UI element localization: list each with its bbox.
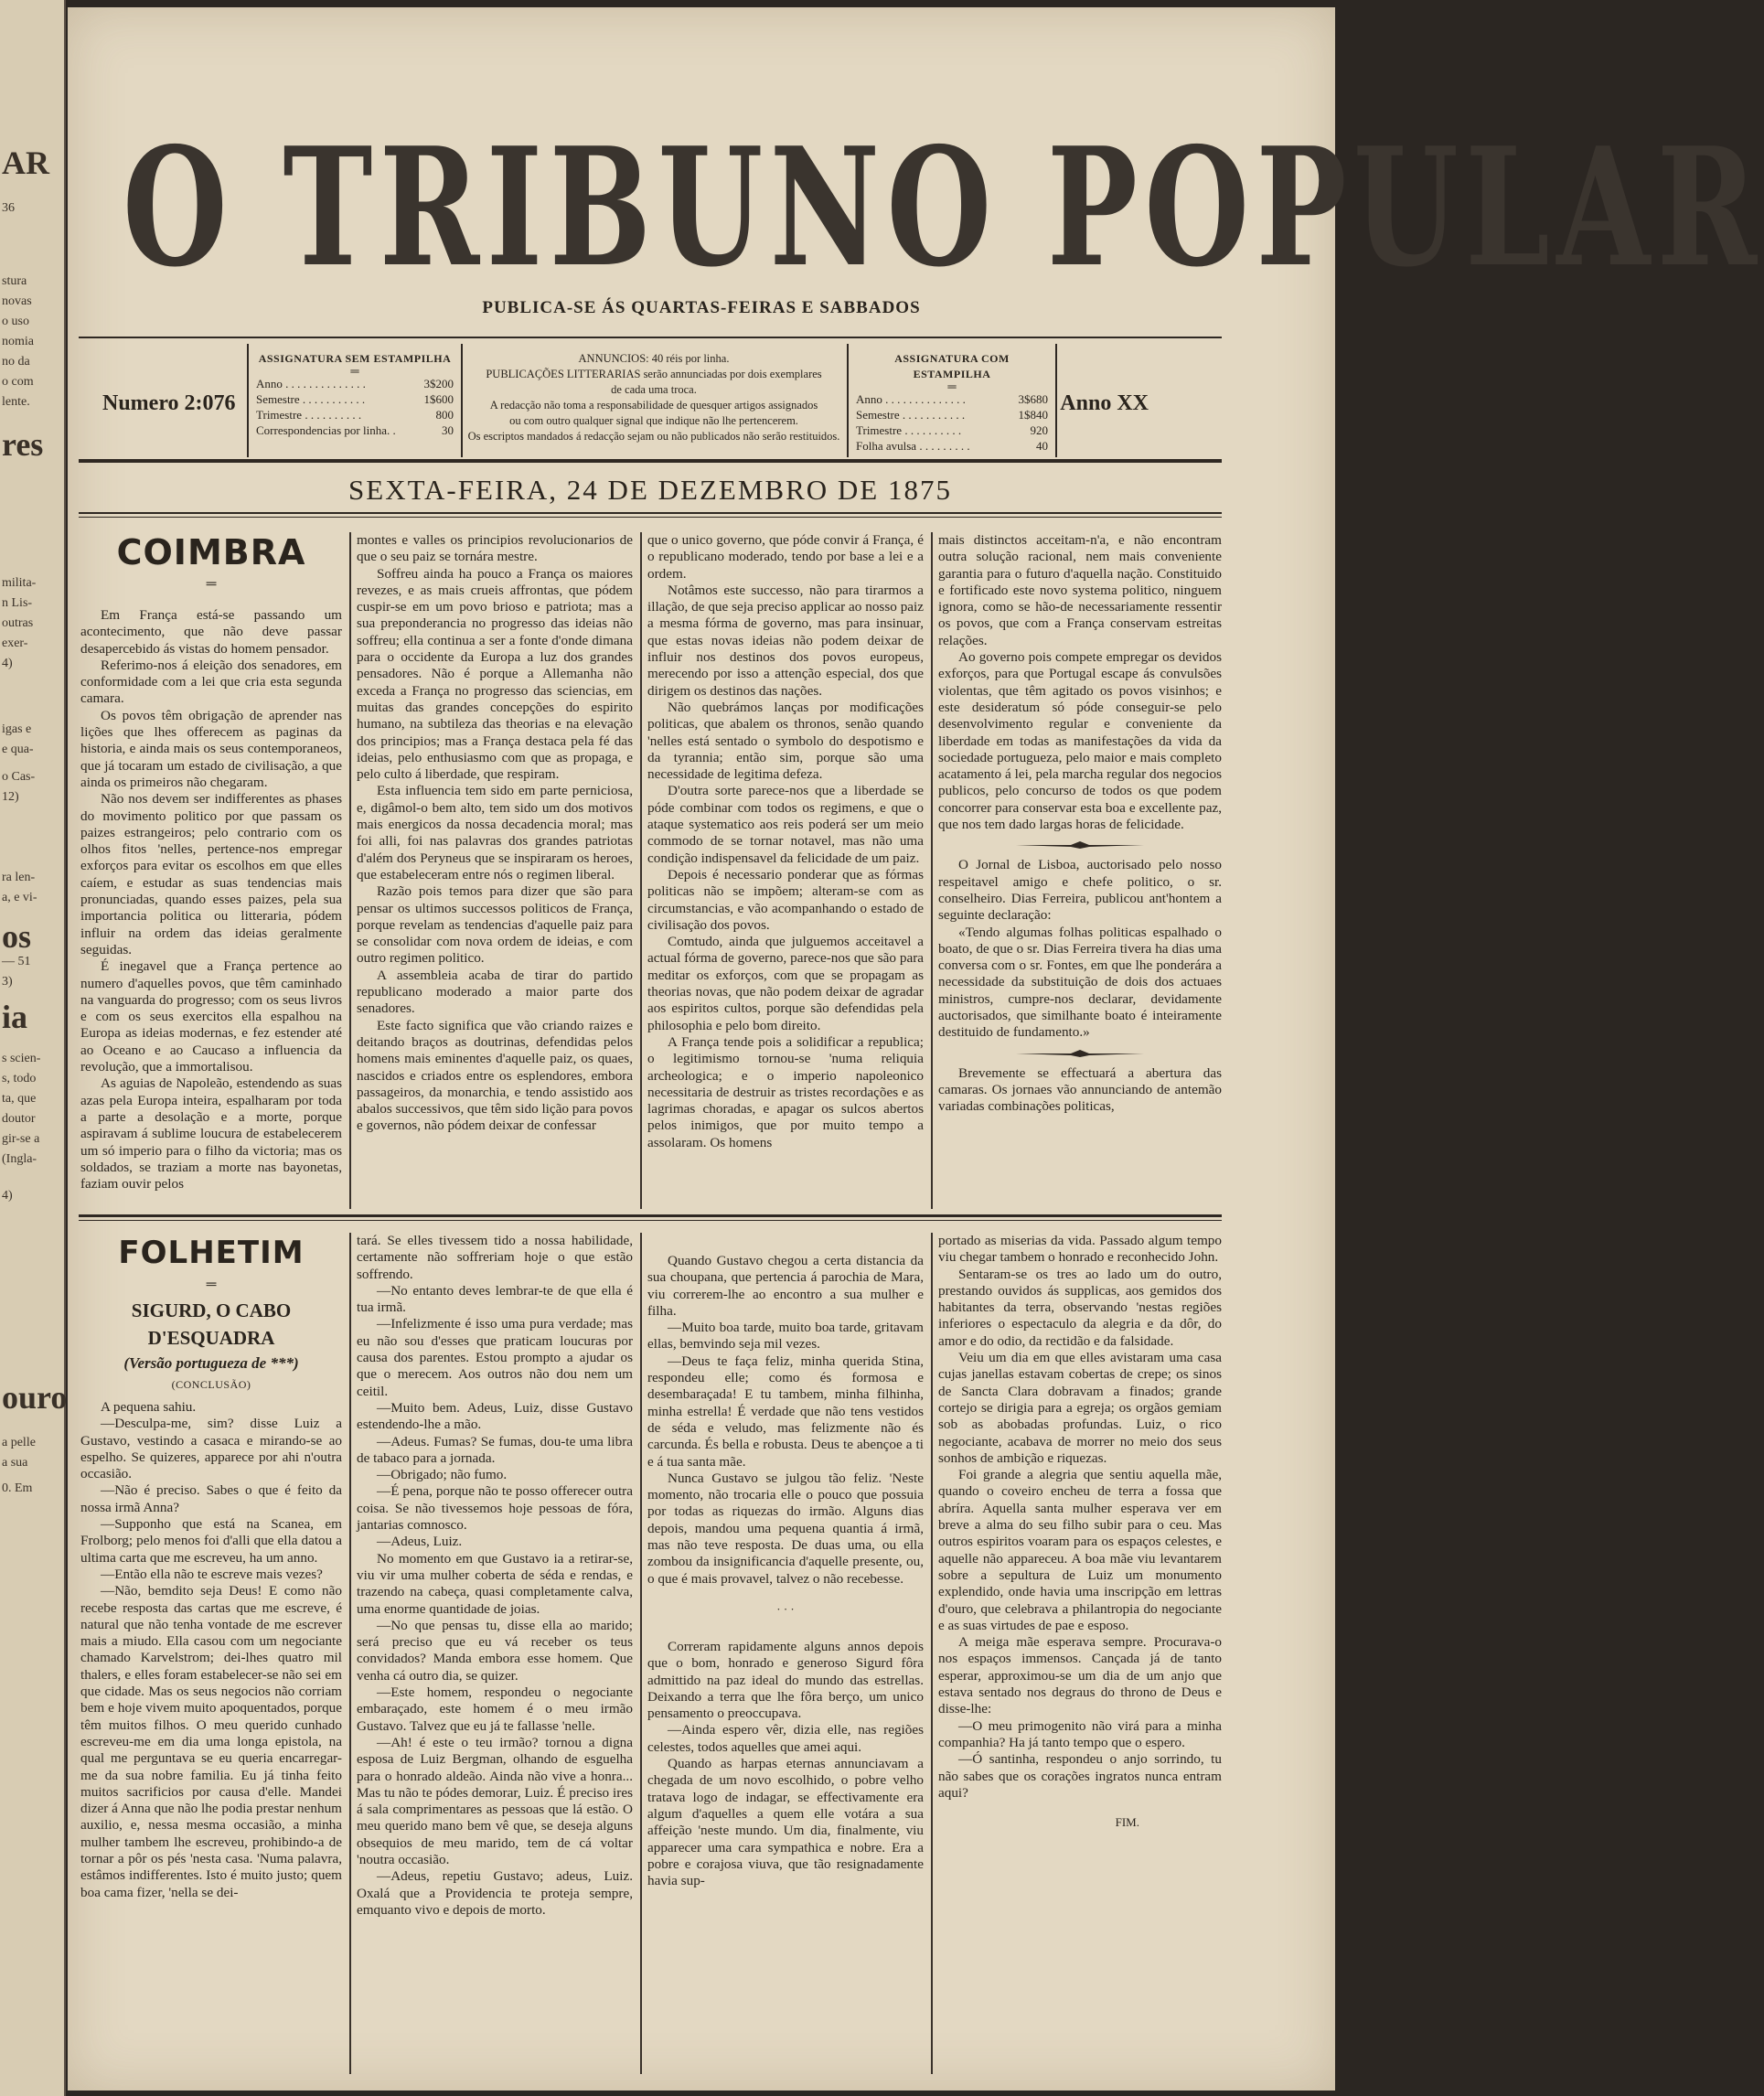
rule [79,337,1222,338]
adjacent-page-text: exer- [2,636,28,650]
paragraph: —Ah! é este o teu irmão? tornou a digna esposa de Luiz Bergman, olhando de esguelha para o honrado aldeão. Ainda não vive a honra... Mas tu não te pódes demorar, Luiz. É preciso ires á sala comprimentares as pessoas que lá estão. O meu querido mano bem vê que, se deseja alguns obsequios de meu marido, tem de cá voltar 'noutra occasião. [357,1734,633,1867]
coimbra-title: COIMBRA [116,532,306,572]
ornament-divider [1016,840,1144,850]
paragraph: portado as miserias da vida. Passado algum tempo viu chegar tambem o honrado e reconhecido John. [938,1233,1222,1266]
subscription-no-stamp: ASSIGNATURA SEM ESTAMPILHA ═ Anno . . . . . . . . . . . . . . 3$200 Semestre . . . . . . . . . . . 1$600 Trimestre . . . . . . . . . . 800 Correspondencias por linha. . 30 [256,352,454,437]
price-label: Anno . . . . . . . . . . . . . . [256,377,366,390]
paragraph: —O meu primogenito não virá para a minha companhia? Ha já tanto tempo que o espero. [938,1717,1222,1750]
paragraph: —Adeus, repetiu Gustavo; adeus, Luiz. Oxalá que a Providencia te proteja sempre, emquanto vivo e depois de morto. [357,1868,633,1918]
paragraph: —Ó santinha, respondeu o anjo sorrindo, tu não sabes que os corações ingratos nunca entram aqui? [938,1751,1222,1801]
adjacent-page-text: a pelle [2,1436,36,1449]
divider [1055,344,1057,457]
paragraph: Depois é necessario ponderar que as fórmas politicas não se impõem; alteram-se com as circumstancias, e vão acompanhando o estado de civilisação dos povos. [647,866,924,933]
adjacent-page-text: 4) [2,1189,13,1203]
paragraph: «Tendo algumas folhas politicas espalhado o boato, de que o sr. Dias Ferreira tivera ha dias uma conversa com o sr. Fontes, em que lhe ponderára a necessidade da substituição de dois dos actuaes ministros, cumpre-nos declarar, devidamente auctorisados, que similhante boato é inteiramente destituido de fundamento.» [938,924,1222,1041]
paragraph: —Adeus, Luiz. [377,1534,463,1550]
price-label: Correspondencias por linha. . [256,423,396,437]
adjacent-page-text: stura [2,274,27,288]
rule [79,1220,1222,1221]
paragraph: —No entanto deves lembrar-te de que ella é tua irmã. [357,1282,633,1316]
story-subtitle: (Versão portugueza de ***) [123,1354,299,1372]
adjacent-page-text: o Cas- [2,770,36,784]
adjacent-page-text: nomia [2,335,34,348]
price-value: 3$200 [423,377,454,390]
folhetim-column-3 [647,1253,924,2076]
adjacent-page-text: os [2,918,32,955]
paragraph: —Desculpa-me, sim? disse Luiz a Gustavo, vestindo a casaca e mirando-se ao espelho. Se quizeres, apparece por ahi n'outra occasião. [80,1416,342,1482]
price-row [856,438,1048,454]
adjacent-page-text: 0. Em [2,1481,33,1495]
adjacent-page-text: e qua- [2,743,34,756]
ann-line: PUBLICAÇÕES LITTERARIAS serão annunciadas por dois exemplares [486,368,822,380]
adjacent-page-text: o uso [2,315,29,328]
adjacent-page-text: s scien- [2,1052,41,1065]
paragraph: É inegavel que a França pertence ao numero d'aquelles povos, que têm caminhado na vanguarda do progresso; com os seus livros e com os seus exercitos ella espalhou na Europa as ideias modernas, e fez estender até ao Oceano e ao Caucaso a influencia da revolução, que a immortalisou. [80,958,342,1075]
paragraph: A França tende pois a solidificar a republica; o legitimismo tornou-se 'numa reliquia archeologica; e o imperio napoleonico necessitaria de destruir as tristes recordações e as lagrimas choradas, e apagar os sulcos abertos pelos inimigos, que por muito tempo a assolaram. Os homens [647,1033,924,1150]
paragraph: Esta influencia tem sido em parte perniciosa, e, digâmol-o bem alto, tem sido um dos motivos mais energicos da nossa decadencia moral; mas foi alli, foi nas palavras dos grandes patriotas d'além dos Peryneus que se inspiraram os heroes, que estabeleceram entre nós o regimen liberal. [357,783,633,882]
paragraph: Foi grande a alegria que sentiu aquella mãe, quando o coveiro encheu de terra a fossa que abríra. Aquella santa mulher esperava ver em breve a alma do seu filho subir para o ceu. Mas outros espiritos voaram para os espaços celestes, e aquelle não appareceu. A boa mãe viu levantarem sobre a sepultura de Luiz um monumento explendido, onde havia uma inscripção em lettras d'ouro, que celebrava a philantropia do negociante e as suas virtudes de pae e esposo. [938,1467,1222,1633]
subscription-header: ASSIGNATURA SEM ESTAMPILHA [258,352,452,365]
adjacent-page-text: doutor [2,1112,36,1126]
adjacent-page-text: n Lis- [2,596,33,610]
adjacent-page-edge [0,0,66,2096]
paragraph: —Muito bem. Adeus, Luiz, disse Gustavo estendendo-lhe a mão. [357,1399,633,1433]
paragraph: —Não, bemdito seja Deus! E como não recebe resposta das cartas que me escreve, é natural que não tenha vontade de me escrever mais a miudo. Ella casou com um negociante chamado Karvelstrom; dei-lhes quatro mil thalers, e elles foram estabelecer-se não sei em que cidade. Mas os seus negocios não corriam bem e hoje vivem muito apoquentados, porque têm muitos filhos. O meu querido cunhado escreveu-me em dia uma longa epistola, na qual me perguntava se eu queria encarregar-me da sua nobre familia. Eu já tinha feito muitos sacrificios por causa d'elle. Mandei dizer á Anna que não lhe podia prestar nenhum auxilio, e, nessa mesma occasião, a minha mulher tambem lhe escreveu, prohibindo-a de tornar a pôr os pés 'nesta casa. 'Numa palavra, estâmos indifferentes. Isto é muito justo; quem boa cama fizer, 'nella se dei- [80,1583,342,1900]
adjacent-page-text: novas [2,294,32,308]
adjacent-page-text: ouro [2,1379,68,1416]
paragraph: —Obrigado; não fumo. [377,1467,508,1483]
price-value: 3$680 [1018,392,1048,406]
adjacent-page-text: res [2,426,44,463]
price-row [256,376,454,391]
adjacent-page-text: gir-se a [2,1132,40,1146]
ann-line: A redacção não toma a responsabilidade de quesquer artigos assignados [489,399,818,412]
price-row [256,422,454,438]
paragraph: —Muito boa tarde, muito boa tarde, gritavam ellas, bemvindo seja mil vezes. [647,1320,924,1353]
ann-line: ANNUNCIOS: 40 réis por linha. [578,352,730,365]
volume-year: Anno XX [1060,391,1149,415]
coimbra-column-3 [647,532,924,1209]
paragraph: Nunca Gustavo se julgou tão feliz. 'Neste momento, não trocaria elle o pouco que possuia por todas as riquezas do irmão. Alguns dias depois, mandou uma pequena quantia á irmã, mas não teve resposta. De duas uma, ou ella zombou da insignificancia d'aquelle presente, ou, o que é mais provavel, talvez o não recebesse. [647,1470,924,1587]
adjacent-page-text: 12) [2,790,19,804]
price-label: Semestre . . . . . . . . . . . [256,392,366,406]
paragraph: A meiga mãe esperava sempre. Procurava-o nos espaços immensos. Cançada já de tanto esperar, approximou-se um dia de um anjo que estava sentado nos degraus do throno de Deus e disse-lhe: [938,1634,1222,1717]
paragraph: Soffreu ainda ha pouco a França os maiores revezes, e as mais crueis affrontas, que pódem cuspir-se em um povo brioso e patriota; mas a sua preponderancia no progresso das ideias não soffreu; ella continua a ser a fonte d'onde dimana para o occidente da Europa a luz dos grandes pensadores. Não é porque a Allemanha não exceda a França no progresso das sciencias, em muitas das grandes concepções do espirito humano, na subtileza das theorias e na elevação dos principios; mas a França destaca pela fé das ideias, pelo enthusiasmo com que as propaga, e pelo culto á liberdade, que respiram. [357,565,633,783]
rule [79,459,1222,463]
paragraph: —Este homem, respondeu o negociante embaraçado, este homem é o meu irmão Gustavo. Talvez que eu já te fallasse 'nelle. [357,1684,633,1734]
ornament-divider [1016,1049,1144,1058]
adjacent-page-text: AR [2,144,49,181]
folhetim-column-2 [357,1233,633,2074]
paragraph: A assembleia acaba de tirar do partido republicano moderado a maior parte dos senadores. [357,967,633,1017]
adjacent-page-text: a, e vi- [2,891,37,904]
end-mark: FIM. [1115,1815,1139,1830]
adjacent-page-text: a sua [2,1456,28,1470]
folhetim-column-1: FOLHETIM ═ SIGURD, O CABO D'ESQUADRA (Versão portugueza de ***) (CONCLUSÃO) A pequena sahiu. —Desculpa-me, sim? disse Luiz a Gustavo, vestindo a casaca e mirando-se ao espelho. Se quizeres, apparece por ahi n'outra occasião. —Não é preciso. Sabes o que é feito da nossa irmã Anna? —Supponho que está na Scanea, em Frolborg; pelo menos foi d'alli que ella datou a ultima carta que me escreveu, ha um anno. —Então ella não te escreve mais vezes? —Não, bemdito seja Deus! E como não recebe resposta das cartas que me escreve, é natural que não tenha vontade de me escrever mais a miudo. Ella casou com um negociante chamado Karvelstrom; dei-lhes quatro mil thalers, e elles foram estabelecer-se não sei em que cidade. Mas os seus negocios não corriam bem e hoje vivem muito apoquentados, porque têm muitos filhos. O meu querido cunhado escreveu-me em dia uma longa epistola, na qual me perguntava se eu queria encarregar-me da sua nobre familia. Eu já tinha feito muitos sacrificios por causa d'elle. Mandei dizer á Anna que não lhe podia prestar nenhum auxilio, e, nessa mesma occasião, a minha mulher tambem lhe escreveu, prohibindo-a de tornar a pôr os pés 'nesta casa. 'Numa palavra, estâmos indifferentes. Isto é muito justo; quem boa cama fizer, 'nella se dei- [80,1235,342,1900]
coimbra-column-1: COIMBRA ═ Em França está-se passando um acontecimento, que não deve passar desapercebido ás vistas do homem pensador. Referimo-nos á eleição dos senadores, em conformidade com a lei que cria esta segunda camara. Os povos têm obrigação de aprender nas lições que lhes offerecem as paginas da historia, e ainda mais os seus contemporaneos, que já tocaram um estado de civilisação, a que ainda os primeiros não chegaram. Não nos devem ser indifferentes as phases do movimento politico por que passam os paizes estrangeiros; pelo contrario com os olhos fitos 'nelles, pertence-nos empregar exforços para evitar os escolhos em que elles caíem, e estudar as suas tendencias mais pronunciadas, quando esses paizes, pela sua importancia politica ou litteraria, pódem influir na ordem das ideias geralmente seguidas. É inegavel que a França pertence ao numero d'aquelles povos, que têm caminhado na vanguarda do progresso; com os seus livros e com os seus exercitos ella espalhou na Europa as ideias modernas, e fez estender até ao Oceano e ao Caucaso a influencia da revolução, que a immortalisou. As aguias de Napoleão, estendendo as suas azas pela Europa inteira, espalharam por toda a parte a desolação e a morte, porque aspiravam á sublime loucura de estabelecerem um só imperio para o filho da victoria; mas os soldados, se traziam a morte nas bayonetas, faziam ouvir pelos [80,532,342,1192]
paragraph: Brevemente se effectuará a abertura das camaras. Os jornaes vão annunciando de antemão variadas combinações politicas, [938,1064,1222,1115]
adjacent-page-text: ia [2,999,28,1035]
dateline: SEXTA-FEIRA, 24 DE DEZEMBRO DE 1875 [348,474,952,506]
paragraph: O Jornal de Lisboa, auctorisado pelo nosso respeitavel amigo e chefe politico, o sr. conselheiro. Dias Ferreira, publicou ant'hontem a seguinte declaração: [938,857,1222,924]
adjacent-page-text: (Ingla- [2,1152,37,1166]
rule [79,512,1222,514]
divider [847,344,849,457]
rule [79,1214,1222,1217]
subscription-header: ASSIGNATURA COM ESTAMPILHA [894,352,1010,380]
masthead-subtitle: PUBLICA-SE ÁS QUARTAS-FEIRAS E SABBADOS [482,298,921,317]
adjacent-page-text: lente. [2,395,30,409]
story-conclusion-label: (CONCLUSÃO) [171,1378,251,1391]
paragraph: Ao governo pois compete empregar os devidos exforços, para que Portugal escape ás convulsões violentas, que têm agitado os povos visinhos; e este desideratum só póde conseguir-se pelo desenvolvimento regular e conveniente da liberdade em todas as manifestações da vida da sociedade portugueza, pelo maior e mais completo acatamento á lei, pela marcha regular dos negocios publicos, pelo concurso de todos os que podem concorrer para conservar esta boa e excellente paz, que nos tem dado largas horas de felicidade. [938,649,1222,833]
paragraph: —Deus te faça feliz, minha querida Stina, respondeu elle; como és formosa e desembaraçada! E tu tambem, minha filhinha, minha estrella! É verdade que não tens vestidos de séda e veludo, mas felizmente não és carcunda. És bella e robusta. Deus te abençoe a ti e á tua santa mãe. [647,1353,924,1470]
issue-number: Numero 2:076 [102,391,236,415]
price-row [856,422,1048,438]
paragraph: Os povos têm obrigação de aprender nas lições que lhes offerecem as paginas da historia, e ainda mais os seus contemporaneos, que já tocaram um estado de civilisação, a que ainda os primeiros não chegaram. [80,707,342,790]
paragraph: Não quebrámos lanças por modificações politicas, que abalem os thronos, senão quando 'nelles está sentado o symbolo do despotismo e da tyrannia; então sim, porque são uma necessidade de legitima defeza. [647,699,924,783]
adjacent-page-text: milita- [2,576,37,590]
paragraph: Referimo-nos á eleição dos senadores, em conformidade com a lei que cria esta segunda camara. [80,657,342,707]
price-label: Semestre . . . . . . . . . . . [856,408,966,422]
paragraph: Quando as harpas eternas annunciavam a chegada de um novo escolhido, o pobre velho tratava logo de indagar, se effectivamente era algum d'aquelles a quem elle votára a sua affeição 'neste mundo. Um dia, finalmente, viu apparecer uma cara sympathica e nobre. Era a pobre e corajosa viuva, que tão resignadamente havia sup- [647,1756,924,1889]
paragraph: D'outra sorte parece-nos que a liberdade se póde combinar com todos os regimens, e que o ataque systematico aos reis poderá ser um meio commodo de se tornar notavel, mas não uma condição indispensavel da felicidade de um paiz. [647,783,924,866]
paragraph: Não nos devem ser indifferentes as phases do movimento politico por que passam os paizes estrangeiros; pelo contrario com os olhos fitos 'nelles, pertence-nos empregar exforços para evitar os escolhos em que elles caíem, e estudar as suas tendencias mais pronunciadas, quando esses paizes, pela sua importancia politica ou litteraria, pódem influir na ordem das ideias geralmente seguidas. [80,791,342,957]
paragraph: —É pena, porque não te posso offerecer outra coisa. Se não tivessemos hoje pessoas de fóra, jantarias comnosco. [357,1483,633,1534]
paragraph: Correram rapidamente alguns annos depois que o bom, honrado e generoso Sigurd fôra admittido na paz ideal do mundo das estrellas. Deixando a terra que lhe fôra berço, um unico pensamento o preoccupava. [647,1638,924,1722]
price-label: Trimestre . . . . . . . . . . [856,423,962,437]
paragraph: que o unico governo, que póde convir á França, é o republicano moderado, tendo por base a lei e a ordem. [647,532,924,582]
paragraph: Este facto significa que vão criando raizes e deitando braços as doutrinas, defendidas pelos homens mais eminentes d'aquelle paiz, os quaes, nascidos e criados entre os esplendores, embora passageiros, da monarchia, e tendo assistido aos abalos successivos, que têm sido lição para povos e governos, não pódem deixar de confessar [357,1017,633,1134]
price-label: Folha avulsa . . . . . . . . . [856,439,970,453]
newspaper-page [68,7,1764,2091]
price-row [856,391,1048,407]
paragraph: No momento em que Gustavo ia a retirar-se, viu vir uma mulher coberta de séda e rendas, e trazendo na cabeça, quasi completamente calva, uma enorme quantidade de joias. [357,1550,633,1617]
price-value: 40 [1036,439,1048,453]
ann-line: Os escriptos mandados á redacção sejam ou não publicados não serão restituidos. [467,430,840,443]
story-title: SIGURD, O CABO D'ESQUADRA [131,1299,292,1349]
coimbra-column-2 [357,532,633,1209]
price-label: Trimestre . . . . . . . . . . [256,408,362,422]
paragraph: tará. Se elles tivessem tido a nossa habilidade, certamente não soffreriam hoje o que estão soffrendo. [357,1233,633,1282]
adjacent-page-text: 4) [2,657,13,670]
paragraph: A pequena sahiu. [101,1399,197,1415]
adjacent-page-text: igas e [2,722,32,736]
paragraph: As aguias de Napoleão, estendendo as suas azas pela Europa inteira, espalharam por toda a parte a desolação e a morte, porque aspiravam á sublime loucura de estabelecerem um só imperio para o filho da victoria; mas os soldados, se traziam a morte nas bayonetas, faziam ouvir pelos [80,1075,342,1192]
paragraph: Veiu um dia em que elles avistaram uma casa cujas janellas estavam cobertas de crepe; os sinos de Sancta Clara dobravam a finados; grande cortejo se dirigia para a egreja; os orgãos gemiam sob as abobadas profundas. Luiz, o rico negociante, acabava de morrer no meio dos seus sonhos de ambição e riquezas. [938,1350,1222,1466]
folhetim-column-4 [938,1233,1222,2074]
price-row [256,391,454,407]
price-value: 1$600 [423,392,454,406]
adjacent-page-text: ta, que [2,1092,37,1106]
adjacent-page-text: ra len- [2,871,36,884]
price-row [256,407,454,422]
price-label: Anno . . . . . . . . . . . . . . [856,392,966,406]
paragraph: —Não é preciso. Sabes o que é feito da nossa irmã Anna? [80,1482,342,1515]
paragraph: mais distinctos acceitam-n'a, e não encontram outra solução racional, nem mais conveniente garantia para o futuro d'aquella nação. Constituido e fortificado este novo systema politico, ninguem ignora, como se hão-de necessariamente ressentir os povos, que com a França conservam estreitas relações. [938,532,1222,648]
ann-line: ou com outro qualquer signal que indique não lhe pertencerem. [509,414,798,427]
rule [79,517,1222,518]
price-value: 920 [1030,423,1048,437]
section-stars: · · · [776,1601,795,1616]
adjacent-page-text: no da [2,355,30,369]
paragraph: Notâmos este successo, não para tirarmos a illação, de que seja preciso applicar ao nosso paiz a mesma fórma de governo, mas para insinuar, que estas novas ideias não podem deixar de influir nos destinos dos povos europeus, merecendo por isso a attenção especial, dos que dirigem os destinos das nações. [647,582,924,699]
paragraph: —Ainda espero vêr, dizia elle, nas regiões celestes, todos aquelles que amei aqui. [647,1722,924,1755]
price-value: 800 [435,408,454,422]
paragraph: —No que pensas tu, disse ella ao marido; será preciso que eu vá receber os teus convidados? Manda embora esse homem. Que venha cá outro dia, se quizer. [357,1617,633,1684]
price-value: 1$840 [1018,408,1048,422]
paragraph: —Supponho que está na Scanea, em Frolborg; pelo menos foi d'alli que ella datou a ultima carta que me escreveu, ha um anno. [80,1516,342,1566]
adjacent-page-text: 36 [2,201,15,215]
coimbra-column-4 [938,532,1222,1209]
paragraph: montes e valles os principios revolucionarios de que o seu paiz se tornára mestre. [357,532,633,565]
price-row [856,407,1048,422]
paragraph: —Adeus. Fumas? Se fumas, dou-te uma libra de tabaco para a jornada. [357,1433,633,1466]
adjacent-page-text: o com [2,375,34,389]
ann-line: de cada uma troca. [611,383,697,396]
paragraph: —Infelizmente é isso uma pura verdade; mas eu não sou d'esses que praticam loucuras por causa dos parentes. Estou prompto a ajudar os que o merecem. Aos outros não dou nem um ceitil. [357,1316,633,1399]
adjacent-page-text: 3) [2,975,13,989]
price-value: 30 [442,423,454,437]
divider [247,344,249,457]
announcements-box [466,351,841,444]
paragraph: Comtudo, ainda que julguemos acceitavel a actual fórma de governo, parece-nos que são para meditar os exforços, com que se propagam as theorias novas, que não podem deixar de agradar aos espiritos cultos, porque são defendidas pela philosophia e pelo bom direito. [647,934,924,1033]
paragraph: Sentaram-se os tres ao lado um do outro, prestando ouvidos ás supplicas, aos gemidos dos habitantes da terra, observando 'nestas regiões inferiores o espectaculo da alegria e da dôr, do amor e do odio, da rectidão e da falsidade. [938,1266,1222,1349]
info-bar [79,344,1222,457]
paragraph: Razão pois temos para dizer que são para pensar os ultimos successos politicos de França, porque revelam as tendencias d'aquelle paiz para se consolidar com nova ordem de ideias, e com outro regimen politico. [357,883,633,967]
paragraph: Quando Gustavo chegou a certa distancia da sua choupana, que pertencia á parochia de Mara, viu correrem-lhe ao encontro a sua mulher e filha. [647,1253,924,1319]
adjacent-page-text: outras [2,616,34,630]
masthead-title: O TRIBUNO POPULAR [123,112,1764,303]
adjacent-page-text: — 51 [2,955,31,968]
paragraph: —Então ella não te escreve mais vezes? [101,1566,323,1582]
folhetim-title: FOLHETIM [118,1235,305,1271]
adjacent-page-text: s, todo [2,1072,37,1085]
subscription-with-stamp: ASSIGNATURA COM ESTAMPILHA ═ Anno . . . . . . . . . . . . . . 3$680 Semestre . . . . . . . . . . . 1$840 Trimestre . . . . . . . . . . 920 Folha avulsa . . . . . . . . . 40 [856,352,1048,453]
divider [461,344,463,457]
paragraph: Em França está-se passando um acontecimento, que não deve passar desapercebido ás vistas do homem pensador. [80,607,342,657]
